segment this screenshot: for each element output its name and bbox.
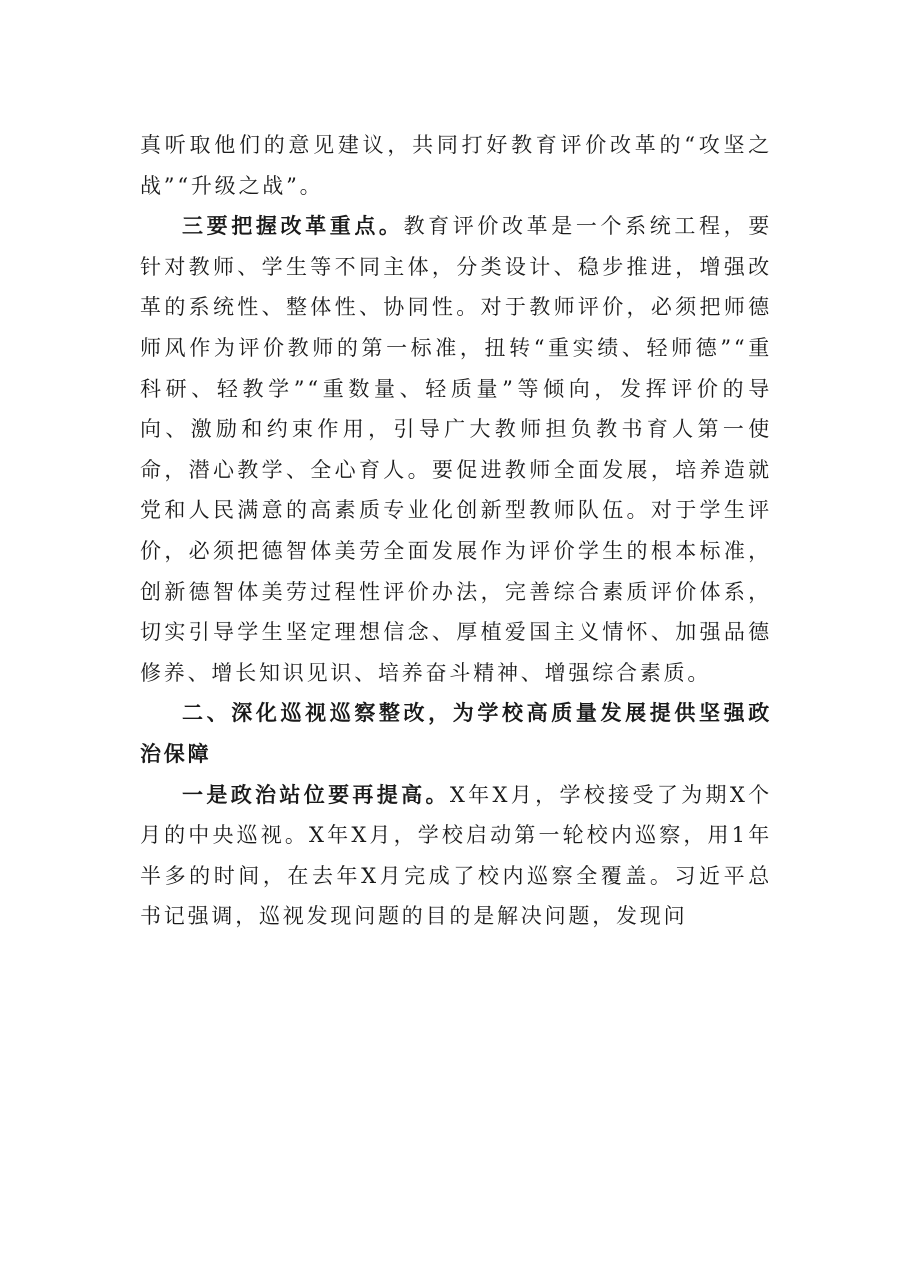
section-heading — [140, 693, 772, 774]
section-heading-text: 二、深化巡视巡察整改，为学校高质量发展提供坚强政治保障 — [140, 700, 772, 766]
paragraph-reform-focus — [140, 206, 772, 693]
paragraph-body: X年X月，学校接受了为期X个月的中央巡视。X年X月，学校启动第一轮校内巡察，用1年半多的时间，在去年X月完成了校内巡察全覆盖。习近平总书记强调，巡视发现问题的目的是解决问题，发现问 — [140, 782, 772, 929]
paragraph-body: 真听取他们的意见建议，共同打好教育评价改革的“攻坚之战”“升级之战”。 — [140, 133, 772, 198]
document-body — [140, 125, 772, 937]
paragraph-continuation — [140, 125, 772, 206]
paragraph-body: 教育评价改革是一个系统工程，要针对教师、学生等不同主体，分类设计、稳步推进，增强改革的系统性、整体性、协同性。对于教师评价，必须把师德师风作为评价教师的第一标准，扭转“重实绩、轻师德”“重科研、轻教学”“重数量、轻质量”等倾向，发挥评价的导向、激励和约束作用，引导广大教师担负教书育人第一使命，潜心教学、全心育人。要促进教师全面发展，培养造就党和人民满意的高素质专业化创新型教师队伍。对于学生评价，必须把德智体美劳全面发展作为评价学生的根本标准，创新德智体美劳过程性评价办法，完善综合素质评价体系，切实引导学生坚定理想信念、厚植爱国主义情怀、加强品德修养、增长知识见识、培养奋斗精神、增强综合素质。 — [140, 214, 773, 685]
paragraph-political-stance — [140, 775, 772, 937]
paragraph-lead: 一是政治站位要再提高。 — [182, 781, 450, 807]
paragraph-lead: 三要把握改革重点。 — [182, 213, 404, 239]
